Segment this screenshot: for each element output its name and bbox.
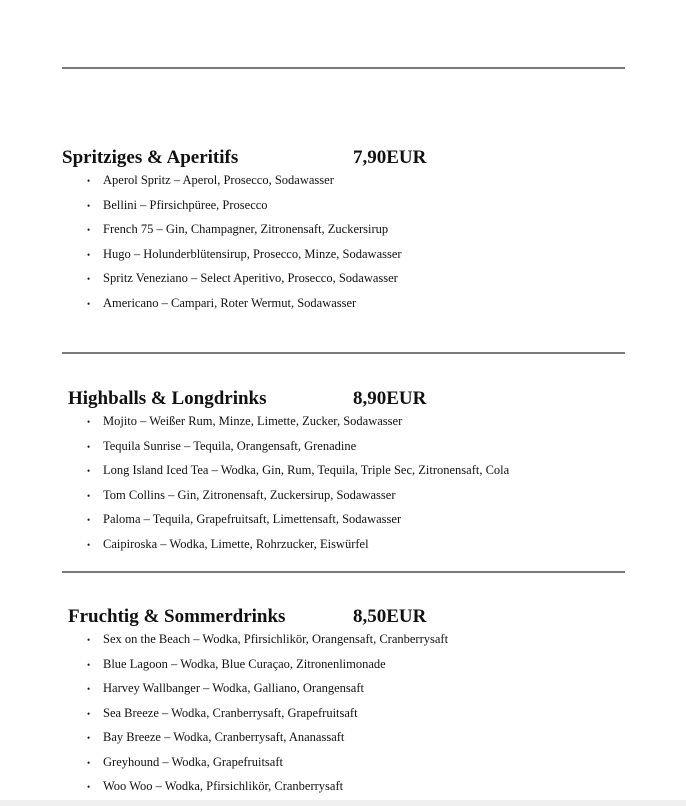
bullet-icon: • (87, 635, 91, 645)
drink-text: Tequila Sunrise – Tequila, Orangensaft, Grenadine (103, 438, 357, 453)
drink-text: Bay Breeze – Wodka, Cranberrysaft, Ananassaft (103, 730, 345, 744)
bullet-icon: • (87, 539, 91, 550)
section-price: 7,90EUR (353, 147, 427, 168)
section-divider (62, 352, 625, 354)
bullet-icon: • (87, 757, 91, 768)
bullet-icon: • (87, 733, 91, 743)
page-bottom-edge (0, 800, 686, 806)
drink-text: Hugo – Holunderblütensirup, Prosecco, Minze, Sodawasser (103, 246, 402, 261)
drink-text: Greyhound – Wodka, Grapefruitsaft (103, 754, 283, 769)
drink-text: Tom Collins – Gin, Zitronensaft, Zuckersirup, Sodawasser (103, 487, 396, 502)
section-price: 8,90EUR (353, 388, 427, 409)
drink-text: Sea Breeze – Wodka, Cranberrysaft, Grapefruitsaft (103, 705, 358, 720)
bullet-icon: • (87, 417, 91, 427)
drink-text: Mojito – Weißer Rum, Minze, Limette, Zucker, Sodawasser (103, 414, 403, 428)
bullet-icon: • (87, 466, 91, 476)
section-divider (62, 571, 625, 573)
bullet-icon: • (87, 684, 91, 694)
section-title: Highballs & Longdrinks (68, 388, 267, 409)
bullet-icon: • (87, 659, 91, 670)
drink-text: Americano – Campari, Roter Wermut, Sodawasser (103, 295, 357, 310)
drink-text: Paloma – Tequila, Grapefruitsaft, Limettensaft, Sodawasser (103, 512, 402, 526)
drink-text: French 75 – Gin, Champagner, Zitronensaft, Zuckersirup (103, 222, 389, 236)
section-title: Spritziges & Aperitifs (62, 147, 239, 168)
top-divider (62, 67, 625, 69)
bullet-icon: • (87, 490, 91, 501)
bullet-icon: • (87, 298, 91, 309)
drink-text: Long Island Iced Tea – Wodka, Gin, Rum, Tequila, Triple Sec, Zitronensaft, Cola (103, 463, 510, 477)
bullet-icon: • (87, 515, 91, 525)
bullet-icon: • (87, 200, 91, 211)
section-title: Fruchtig & Sommerdrinks (68, 606, 286, 627)
drink-text: Spritz Veneziano – Select Aperitivo, Prosecco, Sodawasser (103, 271, 398, 285)
bullet-icon: • (87, 782, 91, 792)
bullet-icon: • (87, 441, 91, 452)
drink-text: Bellini – Pfirsichpüree, Prosecco (103, 197, 268, 212)
drink-text: Woo Woo – Wodka, Pfirsichlikör, Cranberrysaft (103, 779, 344, 793)
drink-text: Aperol Spritz – Aperol, Prosecco, Sodawasser (103, 173, 334, 187)
bullet-icon: • (87, 176, 91, 186)
drink-text: Sex on the Beach – Wodka, Pfirsichlikör, Orangensaft, Cranberrysaft (103, 632, 449, 646)
bullet-icon: • (87, 249, 91, 260)
drink-text: Harvey Wallbanger – Wodka, Galliano, Orangensaft (103, 681, 364, 695)
bullet-icon: • (87, 274, 91, 284)
drink-text: Blue Lagoon – Wodka, Blue Curaçao, Zitronenlimonade (103, 656, 386, 671)
bullet-icon: • (87, 225, 91, 235)
bullet-icon: • (87, 708, 91, 719)
drink-text: Caipiroska – Wodka, Limette, Rohrzucker, Eiswürfel (103, 536, 369, 551)
section-price: 8,50EUR (353, 606, 427, 627)
